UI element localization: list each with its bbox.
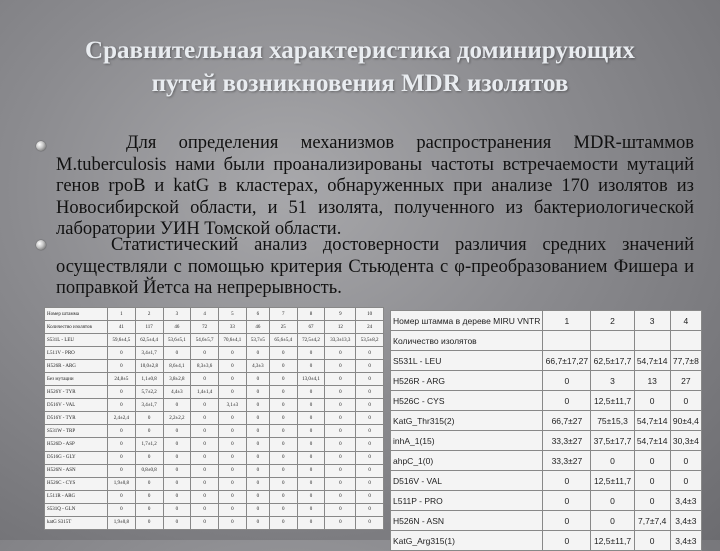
- table-cell: 0: [163, 451, 191, 464]
- table-cell: 9: [325, 308, 356, 321]
- table-cell: 0: [543, 391, 591, 411]
- table-cell: D516V - VAL: [45, 399, 108, 412]
- table-cell: Количество изолятов: [45, 321, 108, 334]
- table-cell: 0: [356, 412, 384, 425]
- table-cell: 10: [356, 308, 384, 321]
- table-cell: 6: [246, 308, 269, 321]
- table-cell: 0: [163, 503, 191, 516]
- table-cell: 0: [246, 386, 269, 399]
- table-cell: Без мутации: [45, 373, 108, 386]
- table-cell: 0: [135, 425, 163, 438]
- table-cell: Количество изолятов: [391, 331, 543, 351]
- table-row: [45, 360, 384, 373]
- table-cell: 0: [543, 531, 591, 551]
- table-cell: 117: [135, 321, 163, 334]
- table-cell: 0: [325, 412, 356, 425]
- table-cell: 0: [356, 516, 384, 529]
- table-row: [391, 531, 702, 551]
- table-cell: 13: [634, 371, 670, 391]
- table-cell: 3,1±3: [219, 399, 247, 412]
- table-cell: 0: [297, 360, 325, 373]
- table-cell: 0: [135, 516, 163, 529]
- table-cell: 0: [219, 412, 247, 425]
- table-cell: 8,3±3,6: [191, 360, 219, 373]
- table-cell: 0: [108, 438, 136, 451]
- table-cell: 0: [634, 451, 670, 471]
- table-cell: 3,4±3: [670, 531, 701, 551]
- table-cell: 0: [191, 477, 219, 490]
- table-cell: 4,3±3: [246, 360, 269, 373]
- table-cell: 0: [670, 451, 701, 471]
- table-cell: 70,6±4,1: [219, 334, 247, 347]
- table-cell: 0: [356, 386, 384, 399]
- table-cell: L511V - PRO: [45, 347, 108, 360]
- table-row: [45, 373, 384, 386]
- table-header-row: [391, 311, 702, 331]
- table-cell: 0: [269, 360, 297, 373]
- table-cell: 54,7±14: [634, 431, 670, 451]
- table-cell: 0: [108, 399, 136, 412]
- table-row: [45, 425, 384, 438]
- table-cell: 0: [246, 516, 269, 529]
- table-cell: 0: [269, 451, 297, 464]
- table-cell: 0: [325, 477, 356, 490]
- table-cell: 0: [634, 491, 670, 511]
- table-cell: 0: [191, 373, 219, 386]
- table-cell: 3: [591, 371, 634, 391]
- table-cell: 0: [356, 503, 384, 516]
- table-cell: 0: [269, 477, 297, 490]
- table-cell: 0: [269, 373, 297, 386]
- table-row: [45, 490, 384, 503]
- table-cell: H526N - ASN: [45, 464, 108, 477]
- table-cell: 0: [543, 511, 591, 531]
- table-cell: 12,5±11,7: [591, 531, 634, 551]
- table-row: [391, 471, 702, 491]
- table-cell: KatG_Arg315(1): [391, 531, 543, 551]
- table-cell: inhA_1(15): [391, 431, 543, 451]
- table-cell: 0: [297, 386, 325, 399]
- table-cell: 0: [219, 451, 247, 464]
- table-cell: 5: [219, 308, 247, 321]
- table-cell: 0: [191, 425, 219, 438]
- table-cell: 0: [191, 347, 219, 360]
- table-cell: 30,3±4: [670, 431, 701, 451]
- table-cell: 0: [356, 373, 384, 386]
- title-line-2: путей возникновения MDR изолятов: [151, 70, 569, 97]
- table-cell: 0: [325, 503, 356, 516]
- table-cell: 0: [219, 347, 247, 360]
- table-cell: [670, 331, 701, 351]
- table-cell: 33,3±13,3: [325, 334, 356, 347]
- table-cell: 0: [108, 503, 136, 516]
- table-cell: 0: [163, 425, 191, 438]
- table-cell: 0: [191, 399, 219, 412]
- left-mutation-table: [44, 307, 384, 530]
- table-cell: 0: [297, 425, 325, 438]
- table-cell: 0: [356, 451, 384, 464]
- bullet-icon: [36, 240, 46, 250]
- table-cell: 1: [108, 308, 136, 321]
- table-cell: 4: [670, 311, 701, 331]
- table-cell: 7,7±7,4: [634, 511, 670, 531]
- table-row: [391, 451, 702, 471]
- table-row: [391, 331, 702, 351]
- table-cell: 0: [191, 451, 219, 464]
- table-cell: 90±4,4: [670, 411, 701, 431]
- table-cell: 0: [356, 438, 384, 451]
- table-cell: 0: [246, 438, 269, 451]
- table-cell: 0: [634, 391, 670, 411]
- table-cell: 0: [297, 438, 325, 451]
- table-cell: 0: [297, 490, 325, 503]
- table-cell: 0: [325, 516, 356, 529]
- table-cell: 0: [191, 438, 219, 451]
- table-cell: 0: [163, 399, 191, 412]
- table-cell: 1,9±0,8: [108, 516, 136, 529]
- table-cell: 0: [219, 438, 247, 451]
- table-cell: 0: [634, 531, 670, 551]
- table-cell: 0: [191, 464, 219, 477]
- table-row: [45, 516, 384, 529]
- slide-title: [40, 34, 680, 100]
- table-cell: 4,4±3: [163, 386, 191, 399]
- table-cell: 1,7±1,2: [135, 438, 163, 451]
- table-cell: 0: [246, 347, 269, 360]
- table-cell: 65,6±5,4: [269, 334, 297, 347]
- table-cell: 0: [325, 438, 356, 451]
- table-cell: 0: [219, 425, 247, 438]
- table-cell: 0: [297, 464, 325, 477]
- table-cell: 12,5±11,7: [591, 391, 634, 411]
- table-cell: 0: [135, 490, 163, 503]
- table-cell: 0: [543, 491, 591, 511]
- table-cell: 0: [325, 386, 356, 399]
- table-row: [45, 438, 384, 451]
- table-cell: 0: [108, 386, 136, 399]
- right-mutation-table: [390, 310, 702, 551]
- table-row: [45, 477, 384, 490]
- table-cell: 0: [297, 399, 325, 412]
- table-cell: 0: [219, 373, 247, 386]
- table-cell: 0: [543, 371, 591, 391]
- table-cell: Номер штамма: [45, 308, 108, 321]
- table-cell: 0: [246, 399, 269, 412]
- table-cell: 0: [325, 425, 356, 438]
- table-cell: 1: [543, 311, 591, 331]
- table-cell: 0: [163, 490, 191, 503]
- table-cell: 0: [246, 477, 269, 490]
- table-cell: D516Y - TYR: [45, 412, 108, 425]
- table-cell: 33,3±27: [543, 451, 591, 471]
- table-cell: 0: [163, 516, 191, 529]
- table-cell: 3: [163, 308, 191, 321]
- table-cell: 0: [269, 503, 297, 516]
- table-cell: 0: [246, 490, 269, 503]
- table-cell: 0: [269, 490, 297, 503]
- table-cell: 0: [591, 491, 634, 511]
- table-row: [391, 351, 702, 371]
- table-cell: H526D - ASP: [45, 438, 108, 451]
- table-cell: L511P - PRO: [391, 491, 543, 511]
- table-cell: L511R - ARG: [45, 490, 108, 503]
- table-cell: 0: [191, 490, 219, 503]
- table-cell: 0: [246, 373, 269, 386]
- table-cell: 0: [219, 464, 247, 477]
- table-cell: 0: [297, 516, 325, 529]
- table-cell: 53,7±5: [246, 334, 269, 347]
- table-cell: 2,2±2,2: [163, 412, 191, 425]
- table-cell: 10,0±2,8: [135, 360, 163, 373]
- table-cell: 2,4±2,4: [108, 412, 136, 425]
- table-row: [45, 503, 384, 516]
- table-cell: 0: [191, 412, 219, 425]
- table-cell: D516G - GLY: [45, 451, 108, 464]
- table-cell: 4: [191, 308, 219, 321]
- table-cell: 0: [297, 503, 325, 516]
- table-cell: 0: [356, 399, 384, 412]
- table-row: [45, 334, 384, 347]
- table-cell: 0: [219, 477, 247, 490]
- table-cell: 0: [246, 503, 269, 516]
- table-cell: 46: [246, 321, 269, 334]
- table-cell: 0: [219, 503, 247, 516]
- table-cell: 0: [191, 503, 219, 516]
- table-cell: 12,5±11,7: [591, 471, 634, 491]
- table-cell: 0: [163, 464, 191, 477]
- table-cell: KatG_Thr315(2): [391, 411, 543, 431]
- table-cell: 0: [219, 386, 247, 399]
- table-cell: 0: [325, 347, 356, 360]
- table-cell: 66,7±27: [543, 411, 591, 431]
- table-cell: 0: [269, 386, 297, 399]
- table-cell: 0: [543, 471, 591, 491]
- table-cell: 24: [356, 321, 384, 334]
- table-cell: 0: [108, 464, 136, 477]
- table-cell: 0: [219, 360, 247, 373]
- table-cell: 0: [356, 347, 384, 360]
- table-cell: 0: [135, 477, 163, 490]
- table-row: [45, 412, 384, 425]
- table-cell: 0: [219, 516, 247, 529]
- table-cell: 1,4±1,4: [191, 386, 219, 399]
- table-cell: 0: [670, 471, 701, 491]
- table-row: [391, 371, 702, 391]
- table-cell: 3,4±1,7: [135, 347, 163, 360]
- table-cell: 0: [246, 412, 269, 425]
- table-cell: H526Y - TYR: [45, 386, 108, 399]
- table-cell: 0: [297, 347, 325, 360]
- table-row: [45, 347, 384, 360]
- table-cell: 24,8±5: [108, 373, 136, 386]
- table-cell: 62,5±4,4: [135, 334, 163, 347]
- table-cell: 0: [356, 464, 384, 477]
- table-cell: 0: [246, 451, 269, 464]
- table-cell: 3,4±3: [670, 491, 701, 511]
- paragraph-methods: Для определения механизмов распространения MDR-штаммов M.tuberculosis нами были проанализированы частоты встречаемости мутаций генов rpoB и katG в кластерах, обнаруженных при анализе 170 изолятов из Новосибирской области, и 51 изолята, полученного из бактериологической лаборатории УИН Томской области.: [56, 133, 694, 239]
- table-cell: 0,8±0,8: [135, 464, 163, 477]
- table-cell: 54,7±14: [634, 411, 670, 431]
- table-header-row: [45, 308, 384, 321]
- table-cell: 0: [108, 425, 136, 438]
- table-cell: Номер штамма в дереве MIRU VNTR: [391, 311, 543, 331]
- table-cell: 0: [670, 391, 701, 411]
- table-cell: 0: [163, 438, 191, 451]
- table-row: [391, 391, 702, 411]
- table-cell: [634, 331, 670, 351]
- table-cell: 72,5±4,2: [297, 334, 325, 347]
- table-cell: 1,1±0,8: [135, 373, 163, 386]
- table-cell: S531W - TRP: [45, 425, 108, 438]
- table-cell: 33,3±27: [543, 431, 591, 451]
- table-cell: 1,9±0,8: [108, 477, 136, 490]
- table-cell: 77,7±8: [670, 351, 701, 371]
- table-row: [45, 464, 384, 477]
- table-cell: 3,4±1,7: [135, 399, 163, 412]
- table-cell: 3,8±2,8: [163, 373, 191, 386]
- bullet-icon: [36, 141, 46, 151]
- table-cell: S531Q - GLN: [45, 503, 108, 516]
- table-cell: 75±15,3: [591, 411, 634, 431]
- table-cell: 66,7±17,27: [543, 351, 591, 371]
- table-cell: 72: [191, 321, 219, 334]
- table-cell: 0: [325, 360, 356, 373]
- table-row: [391, 491, 702, 511]
- table-row: [45, 399, 384, 412]
- title-line-1: Сравнительная характеристика доминирующих: [85, 37, 635, 64]
- table-cell: 0: [356, 425, 384, 438]
- table-cell: 0: [219, 490, 247, 503]
- table-cell: 0: [108, 360, 136, 373]
- table-cell: 59,6±4,5: [108, 334, 136, 347]
- table-cell: 46: [163, 321, 191, 334]
- table-cell: H526R - ARG: [45, 360, 108, 373]
- table-cell: S531L - LEU: [45, 334, 108, 347]
- table-cell: 0: [325, 373, 356, 386]
- table-row: [391, 511, 702, 531]
- table-cell: 2: [591, 311, 634, 331]
- table-cell: 3,4±3: [670, 511, 701, 531]
- table-cell: 8: [297, 308, 325, 321]
- table-cell: 0: [269, 399, 297, 412]
- table-cell: 0: [108, 451, 136, 464]
- table-cell: 27: [670, 371, 701, 391]
- table-cell: 0: [269, 516, 297, 529]
- table-cell: 54,6±5,7: [191, 334, 219, 347]
- table-cell: 0: [269, 438, 297, 451]
- table-cell: 0: [325, 399, 356, 412]
- table-cell: 0: [163, 347, 191, 360]
- table-cell: 0: [356, 360, 384, 373]
- table-cell: H526N - ASN: [391, 511, 543, 531]
- table-row: [391, 411, 702, 431]
- table-cell: 67: [297, 321, 325, 334]
- table-cell: 33: [219, 321, 247, 334]
- table-cell: 3: [634, 311, 670, 331]
- table-cell: 0: [634, 471, 670, 491]
- table-cell: 0: [325, 464, 356, 477]
- table-cell: 0: [591, 451, 634, 471]
- table-cell: 2: [135, 308, 163, 321]
- table-cell: 0: [269, 464, 297, 477]
- table-cell: 0: [297, 451, 325, 464]
- table-cell: 12: [325, 321, 356, 334]
- table-cell: S531L - LEU: [391, 351, 543, 371]
- table-cell: 0: [246, 464, 269, 477]
- table-cell: 0: [325, 490, 356, 503]
- table-cell: [591, 331, 634, 351]
- table-cell: 8,6±4,1: [163, 360, 191, 373]
- table-cell: 0: [135, 451, 163, 464]
- table-cell: 25: [269, 321, 297, 334]
- table-cell: 0: [297, 477, 325, 490]
- table-cell: ahpC_1(0): [391, 451, 543, 471]
- table-cell: 37,5±17,7: [591, 431, 634, 451]
- table-cell: H526R - ARG: [391, 371, 543, 391]
- table-cell: 13,0±4,1: [297, 373, 325, 386]
- table-cell: H526C - CYS: [391, 391, 543, 411]
- table-cell: 54,7±14: [634, 351, 670, 371]
- table-row: [45, 386, 384, 399]
- table-cell: 0: [246, 425, 269, 438]
- table-cell: 0: [108, 347, 136, 360]
- table-cell: H526C - CYS: [45, 477, 108, 490]
- table-row: [45, 321, 384, 334]
- table-cell: 5,7±2,2: [135, 386, 163, 399]
- table-cell: 62,5±17,7: [591, 351, 634, 371]
- table-cell: 0: [356, 477, 384, 490]
- table-cell: [543, 331, 591, 351]
- table-cell: 0: [269, 412, 297, 425]
- table-cell: katG S315T: [45, 516, 108, 529]
- table-cell: D516V - VAL: [391, 471, 543, 491]
- table-cell: 0: [135, 503, 163, 516]
- table-row: [45, 451, 384, 464]
- table-cell: 0: [191, 516, 219, 529]
- table-cell: 0: [297, 412, 325, 425]
- table-cell: 0: [163, 477, 191, 490]
- table-cell: 0: [269, 347, 297, 360]
- table-cell: 7: [269, 308, 297, 321]
- table-row: [391, 431, 702, 451]
- table-cell: 53,6±5,1: [163, 334, 191, 347]
- table-cell: 0: [356, 490, 384, 503]
- table-cell: 0: [108, 490, 136, 503]
- table-cell: 53,5±8,2: [356, 334, 384, 347]
- table-cell: 41: [108, 321, 136, 334]
- paragraph-statistics: Статистический анализ достоверности различия средних значений осуществляли с помощью критерия Стьюдента с φ-преобразованием Фишера и поправкой Йетса на непрерывность.: [56, 235, 694, 298]
- table-cell: 0: [325, 451, 356, 464]
- table-cell: 0: [591, 511, 634, 531]
- table-cell: 0: [135, 412, 163, 425]
- table-cell: 0: [269, 425, 297, 438]
